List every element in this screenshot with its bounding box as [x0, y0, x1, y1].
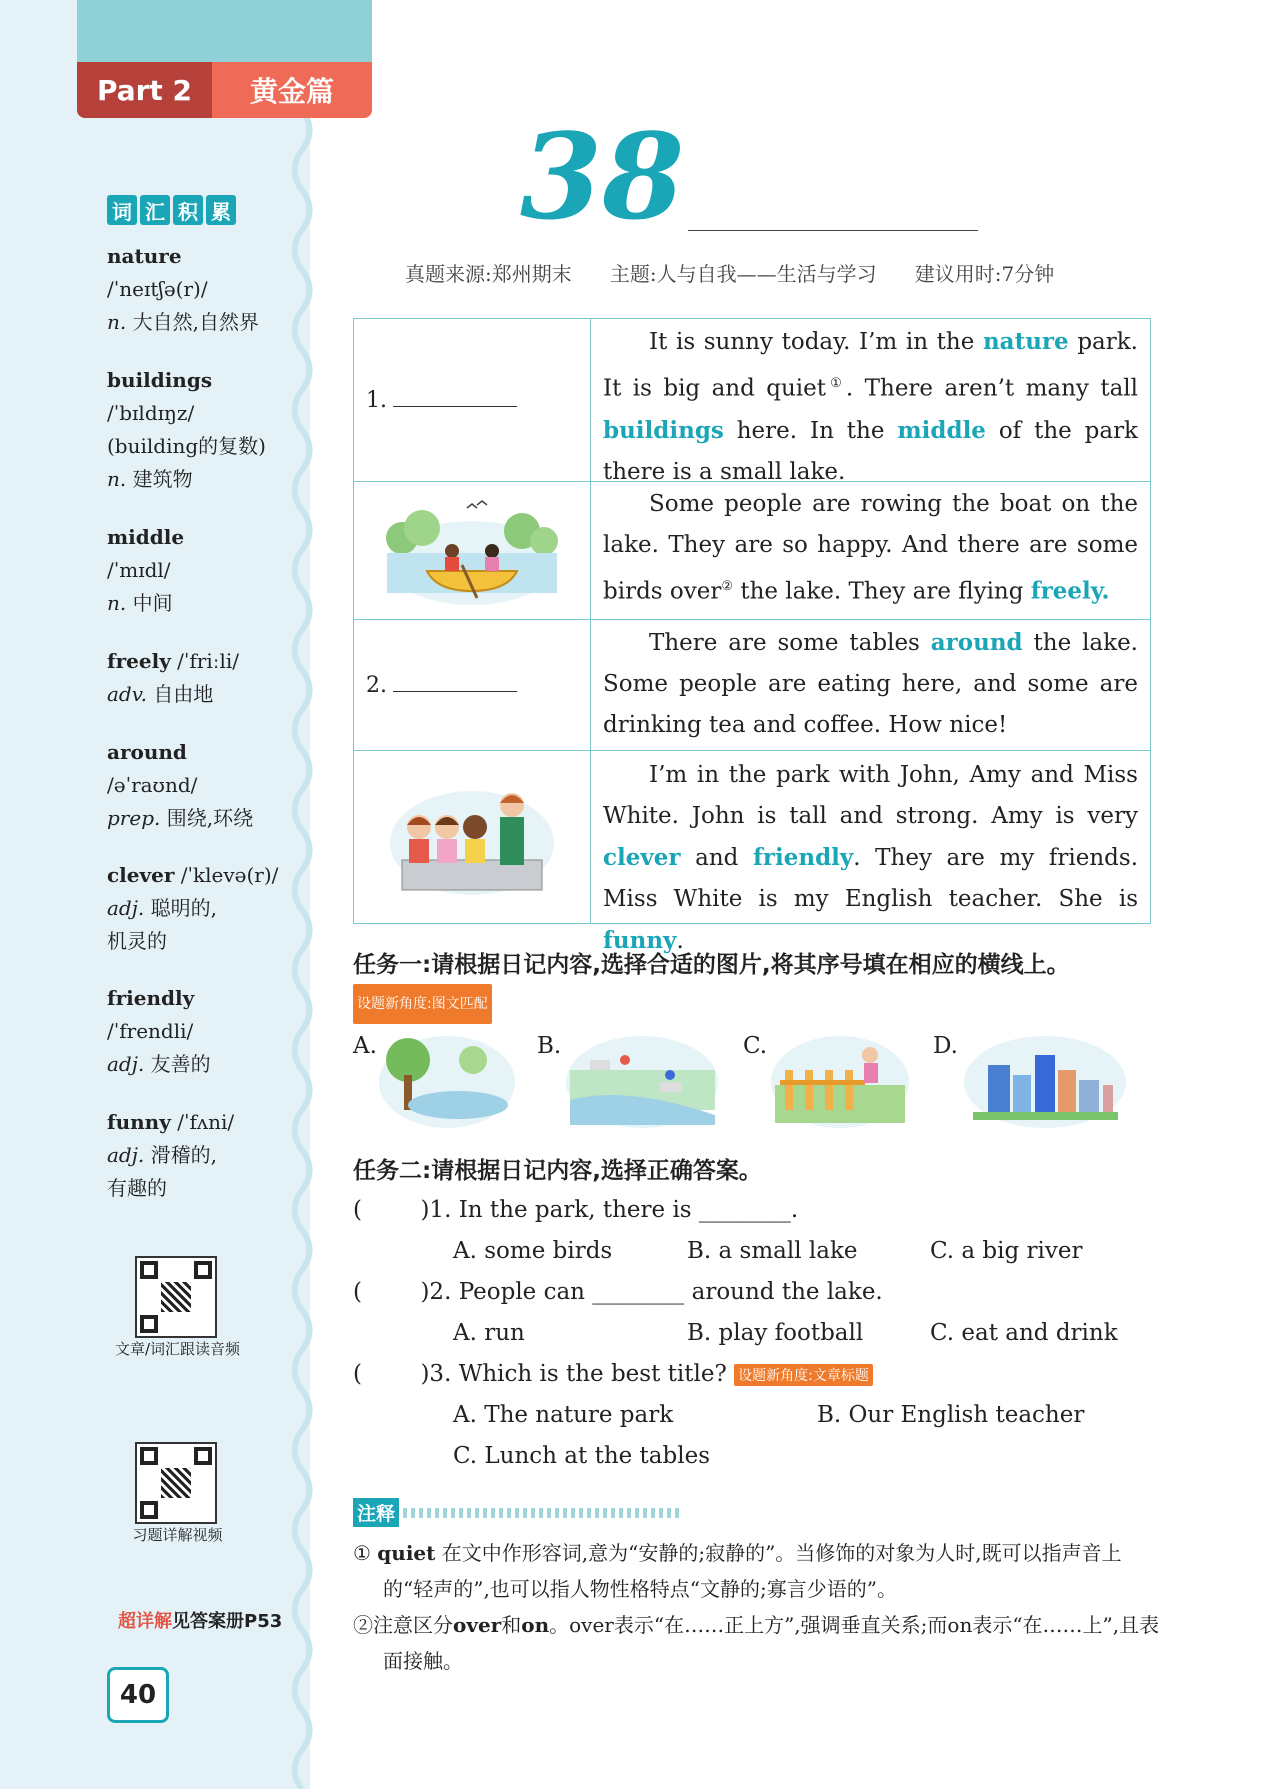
- table-row: [354, 620, 1150, 751]
- vocab-meaning: 自由地: [153, 682, 214, 706]
- task2-tag: 设题新角度:文章标题: [734, 1364, 873, 1386]
- vocab-entry-clever: [107, 859, 292, 958]
- highlight-word: freely.: [1030, 577, 1110, 605]
- vocab-word: middle: [107, 525, 185, 549]
- blank-cell: [354, 319, 591, 481]
- vocab-phonetic: /ˈfriːli/: [177, 649, 240, 673]
- vocab-phonetic: /ˈfrendli/: [107, 1019, 194, 1043]
- rowing-boat-illustration: [382, 493, 562, 608]
- footnote-mark: ②: [721, 579, 734, 594]
- vocab-entry-funny: [107, 1106, 292, 1205]
- header-top-bar: [77, 0, 372, 62]
- blank-cell: [354, 620, 591, 750]
- option-c-fence-image[interactable]: [770, 1030, 910, 1130]
- passage-paragraph-3: There are some tables around the lake. Some people are eating here, and some are drinking tea and coffee. How nice!: [603, 629, 1138, 738]
- highlight-word: middle: [897, 416, 986, 444]
- passage-paragraph-1: It is sunny today. I’m in the nature park. It is big and quiet①. There aren’t many tall buildings here. In the middle of the park there is a small lake.: [603, 328, 1139, 485]
- highlight-word: buildings: [603, 416, 724, 444]
- table-row: [354, 751, 1150, 954]
- notes-heading: 注释: [353, 1498, 683, 1527]
- friends-illustration: [387, 775, 557, 900]
- blank-number: 2.: [366, 672, 387, 698]
- section-label: 黄金篇: [212, 62, 372, 118]
- vocab-word: freely: [107, 649, 171, 673]
- vocab-heading: [107, 195, 236, 225]
- q3-option-b[interactable]: B. Our English teacher: [817, 1402, 1085, 1428]
- qr-code-video[interactable]: [135, 1442, 217, 1524]
- vocab-note: (building的复数): [107, 434, 266, 458]
- vocab-entry-friendly: [107, 982, 292, 1081]
- note-1: ① quiet 在文中作形容词,意为“安静的;寂静的”。当修饰的对象为人时,既可以指声音上的“轻声的”,也可以指人物性格特点“文静的;寡言少语的”。: [353, 1541, 1122, 1601]
- vocab-heading-char: 累: [206, 195, 236, 225]
- answer-reference: [118, 1607, 282, 1633]
- vocab-word: buildings: [107, 368, 213, 392]
- vocab-word: nature: [107, 244, 182, 268]
- q3-option-c[interactable]: C. Lunch at the tables: [453, 1443, 710, 1469]
- option-a-park-lake-image[interactable]: [378, 1030, 516, 1130]
- vocab-pos: prep.: [107, 806, 161, 830]
- vocab-phonetic: /ˈfʌni/: [177, 1110, 235, 1134]
- table-row: [354, 319, 1150, 485]
- vocab-word: clever: [107, 863, 175, 887]
- vocab-pos: adj.: [107, 1052, 145, 1076]
- unit-number: 38: [520, 107, 685, 246]
- vocab-pos: adj.: [107, 1143, 145, 1167]
- q3-option-a[interactable]: A. The nature park: [453, 1402, 674, 1428]
- vocab-phonetic: /ˈneɪtʃə(r)/: [107, 277, 208, 301]
- answer-ref-text: 见答案册P53: [172, 1611, 283, 1632]
- note-2: ②注意区分over和on。over表示“在……正上方”,强调垂直关系;而on表示“在……上”,且表面接触。: [353, 1613, 1160, 1673]
- q1-option-a[interactable]: A. some birds: [453, 1238, 613, 1264]
- vocab-pos: adj.: [107, 896, 145, 920]
- vocab-heading-char: 词: [107, 195, 137, 225]
- q1-option-b[interactable]: B. a small lake: [687, 1238, 858, 1264]
- unit-meta: 真题来源:郑州期末 主题:人与自我——生活与学习 建议用时:7分钟: [405, 262, 1055, 286]
- vocab-meaning: 友善的: [150, 1052, 211, 1076]
- question-3: ( )3. Which is the best title? 设题新角度:文章标题: [353, 1361, 873, 1387]
- highlight-word: nature: [982, 328, 1069, 355]
- vocab-pos: n.: [107, 310, 127, 334]
- question-1: ( )1. In the park, there is ________.: [353, 1197, 799, 1223]
- answer-blank[interactable]: [393, 406, 517, 407]
- vocab-entry-freely: [107, 645, 292, 711]
- task1-heading: 任务一:请根据日记内容,选择合适的图片,将其序号填在相应的横线上。设题新角度:图文匹配: [353, 946, 1153, 1024]
- option-c-label: C.: [743, 1033, 768, 1059]
- vocab-meaning: 中间: [132, 591, 173, 615]
- blank-number: 1.: [366, 387, 387, 413]
- vocab-heading-char: 汇: [140, 195, 170, 225]
- q2-option-b[interactable]: B. play football: [687, 1320, 864, 1346]
- answer-ref-highlight: 超详解: [118, 1611, 172, 1632]
- vocab-meaning-cont: 有趣的: [107, 1176, 167, 1200]
- vocab-meaning: 围绕,环绕: [166, 806, 254, 830]
- qr-code-audio[interactable]: [135, 1256, 217, 1338]
- answer-blank[interactable]: [393, 691, 517, 692]
- vocab-phonetic: /ˈklevə(r)/: [180, 863, 279, 887]
- q2-option-c[interactable]: C. eat and drink: [930, 1320, 1118, 1346]
- vocab-heading-char: 积: [173, 195, 203, 225]
- vocab-pos: adv.: [107, 682, 148, 706]
- qr-audio-label: 文章/词汇跟读音频: [114, 1340, 241, 1358]
- vocab-meaning: 建筑物: [132, 467, 193, 491]
- option-b-label: B.: [537, 1033, 562, 1059]
- vocab-entry-nature: [107, 240, 292, 339]
- option-d-buildings-image[interactable]: [963, 1030, 1128, 1130]
- image-cell-rowing: [354, 482, 591, 619]
- task2-heading: 任务二:请根据日记内容,选择正确答案。: [353, 1158, 762, 1184]
- vocab-word: friendly: [107, 986, 195, 1010]
- vocab-meaning: 滑稽的,: [150, 1143, 218, 1167]
- image-cell-friends: [354, 751, 591, 923]
- part-tab: [77, 62, 372, 118]
- vocab-meaning: 大自然,自然界: [132, 310, 259, 334]
- vocab-phonetic: /əˈraʊnd/: [107, 773, 198, 797]
- passage-table: [353, 318, 1151, 954]
- vocab-phonetic: /ˈbɪldɪŋz/: [107, 401, 195, 425]
- q1-option-c[interactable]: C. a big river: [930, 1238, 1083, 1264]
- qr-video-label: 习题详解视频: [132, 1526, 223, 1544]
- wave-border: [292, 110, 322, 1789]
- highlight-word: clever: [603, 844, 681, 871]
- vocab-entry-buildings: [107, 364, 292, 496]
- vocab-pos: n.: [107, 467, 127, 491]
- highlight-word: funny: [603, 927, 677, 954]
- part-label: Part 2: [77, 62, 212, 118]
- vocab-meaning: 聪明的,: [150, 896, 218, 920]
- vocab-entry-middle: [107, 521, 292, 620]
- vocab-meaning-cont: 机灵的: [107, 929, 167, 953]
- task1-tag: 设题新角度:图文匹配: [353, 984, 492, 1024]
- vocab-pos: n.: [107, 591, 127, 615]
- vocab-word: funny: [107, 1110, 171, 1134]
- option-a-label: A.: [353, 1033, 377, 1059]
- page-number: 40: [107, 1667, 169, 1723]
- highlight-word: friendly: [752, 844, 854, 871]
- option-b-tables-image[interactable]: [565, 1030, 720, 1130]
- option-d-label: D.: [933, 1033, 958, 1059]
- question-2: ( )2. People can ________ around the lake.: [353, 1279, 883, 1305]
- vocab-word: around: [107, 740, 187, 764]
- vocab-entry-around: [107, 736, 292, 835]
- table-row: [354, 482, 1150, 620]
- footnote-mark: ①: [826, 376, 846, 391]
- title-blank-line: [688, 230, 978, 231]
- highlight-word: around: [930, 629, 1023, 656]
- passage-paragraph-2: Some people are rowing the boat on the lake. They are so happy. And there are some birds over② the lake. They are flying freely.: [603, 491, 1138, 605]
- vocab-phonetic: /ˈmɪdl/: [107, 558, 171, 582]
- passage-paragraph-4: I’m in the park with John, Amy and Miss White. John is tall and strong. Amy is very clever and friendly. They are my friends. Miss White is my English teacher. She is funny.: [603, 762, 1139, 954]
- q2-option-a[interactable]: A. run: [453, 1320, 525, 1346]
